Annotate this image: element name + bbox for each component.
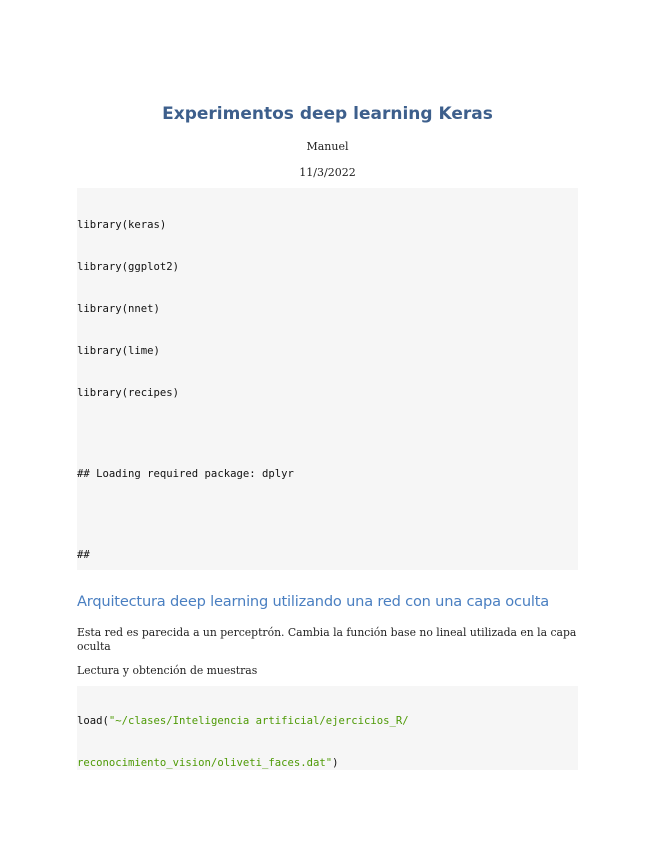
document-date: 11/3/2022 [299, 166, 356, 179]
output-line: ## Loading required package: dplyr [77, 468, 294, 480]
code-line: library(keras) [77, 219, 167, 231]
document-title: Experimentos deep learning Keras [162, 104, 493, 124]
code-line: load("~/clases/Inteligencia artificial/ejercicios_R/ [77, 715, 409, 727]
code-line: reconocimiento_vision/oliveti_faces.dat") [77, 757, 339, 769]
section-subparagraph: Lectura y obtención de muestras [77, 664, 258, 677]
code-line: library(nnet) [77, 303, 160, 315]
output-line: ## [77, 549, 90, 561]
section-heading: Arquitectura deep learning utilizando una red con una capa oculta [77, 593, 549, 610]
code-line: library(ggplot2) [77, 261, 180, 273]
code-block-libraries [77, 188, 578, 570]
code-line: library(recipes) [77, 387, 180, 399]
section-paragraph: Esta red es parecida a un perceptrón. Cambia la función base no lineal utilizada en la capa oculta [77, 626, 577, 653]
code-line: library(lime) [77, 345, 160, 357]
document-author: Manuel [306, 140, 349, 153]
code-block-load-data [77, 686, 578, 770]
